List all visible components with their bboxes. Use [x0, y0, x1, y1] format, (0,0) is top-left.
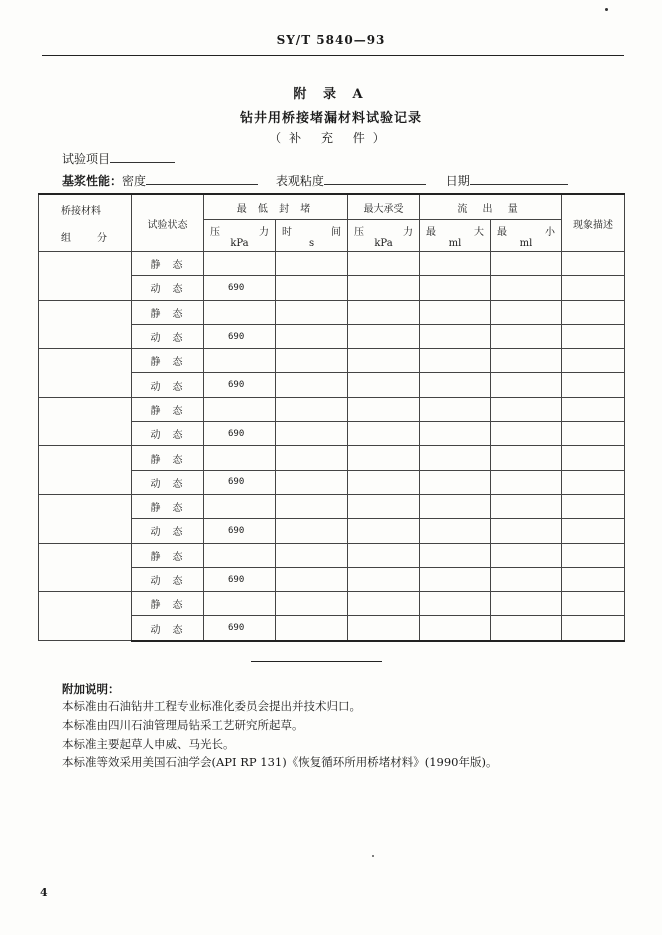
header-outflow-max-unit: ml [448, 237, 462, 249]
outflow-max-cell[interactable] [420, 470, 491, 494]
header-outflow-max [420, 220, 491, 252]
header-max-pressure-unit: kPa [374, 237, 393, 249]
header-material-line2 [61, 229, 131, 244]
phenomenon-cell[interactable] [562, 276, 625, 300]
header-max-pressure-ya: 压 [354, 226, 365, 238]
phenomenon-cell[interactable] [562, 543, 625, 567]
header-outflow-min-xiao: 小 [545, 226, 556, 238]
outflow-max-cell[interactable] [420, 276, 491, 300]
outflow-min-cell[interactable] [491, 276, 562, 300]
outflow-min-cell[interactable] [491, 324, 562, 348]
outflow-min-cell[interactable] [491, 252, 562, 276]
state-cell: 静态 [132, 494, 204, 518]
table-body [39, 252, 625, 641]
base-mud-field [62, 172, 568, 189]
outflow-min-cell[interactable] [491, 567, 562, 591]
state-cell: 动态 [132, 324, 204, 348]
outflow-min-cell[interactable] [491, 592, 562, 616]
phenomenon-cell[interactable] [562, 470, 625, 494]
header-max-pressure-label [348, 223, 419, 238]
seal-time-cell[interactable] [276, 252, 348, 276]
seal-time-cell[interactable] [276, 470, 348, 494]
header-material-zu: 组 [61, 233, 71, 244]
header-outflow-max-da: 大 [474, 226, 485, 238]
phenomenon-cell[interactable] [562, 422, 625, 446]
material-cell[interactable] [39, 494, 132, 543]
phenomenon-cell[interactable] [562, 324, 625, 348]
outflow-max-cell[interactable] [420, 519, 491, 543]
header-outflow-min-label [491, 223, 561, 238]
seal-pressure-cell[interactable] [204, 494, 276, 518]
seal-pressure-cell[interactable]: 690 [204, 422, 276, 446]
max-pressure-cell[interactable] [348, 567, 420, 591]
seal-pressure-cell[interactable]: 690 [204, 470, 276, 494]
header-phenomenon: 现象描述 [562, 194, 625, 252]
seal-time-cell[interactable] [276, 543, 348, 567]
outflow-min-cell[interactable] [491, 397, 562, 421]
max-pressure-cell[interactable] [348, 519, 420, 543]
state-cell: 静态 [132, 543, 204, 567]
state-cell: 静态 [132, 252, 204, 276]
max-pressure-cell[interactable] [348, 446, 420, 470]
seal-pressure-cell[interactable] [204, 592, 276, 616]
seal-pressure-cell[interactable]: 690 [204, 276, 276, 300]
outflow-max-cell[interactable] [420, 349, 491, 373]
viscosity-blank[interactable] [324, 174, 426, 185]
seal-time-cell[interactable] [276, 616, 348, 641]
header-outflow-min-unit: ml [519, 237, 533, 249]
density-label: 密度 [122, 174, 147, 188]
max-pressure-cell[interactable] [348, 349, 420, 373]
state-cell: 动态 [132, 616, 204, 641]
header-time-unit: s [308, 237, 315, 249]
state-cell: 静态 [132, 300, 204, 324]
phenomenon-cell[interactable] [562, 446, 625, 470]
phenomenon-cell[interactable] [562, 567, 625, 591]
seal-pressure-cell[interactable] [204, 349, 276, 373]
material-cell[interactable] [39, 446, 132, 495]
seal-time-cell[interactable] [276, 300, 348, 324]
outflow-max-cell[interactable] [420, 567, 491, 591]
state-cell: 动态 [132, 276, 204, 300]
material-cell[interactable] [39, 300, 132, 349]
header-pressure-unit: kPa [230, 237, 249, 249]
material-cell[interactable] [39, 252, 132, 301]
max-pressure-cell[interactable] [348, 543, 420, 567]
header-pressure-li: 力 [259, 226, 269, 238]
table-row [39, 494, 625, 518]
date-blank[interactable] [470, 174, 568, 185]
note-line-2: 本标准由四川石油管理局钻采工艺研究所起草。 [62, 718, 304, 732]
header-material [39, 194, 132, 252]
state-cell: 动态 [132, 567, 204, 591]
outflow-max-cell[interactable] [420, 494, 491, 518]
seal-time-cell[interactable] [276, 519, 348, 543]
apparent-viscosity-label: 表观粘度 [275, 174, 324, 188]
corner-mark [605, 8, 608, 11]
max-pressure-cell[interactable] [348, 397, 420, 421]
seal-pressure-cell[interactable] [204, 397, 276, 421]
table-row [39, 446, 625, 470]
standard-code: SY/T 5840—93 [276, 33, 386, 47]
state-cell: 动态 [132, 373, 204, 397]
header-time-jian: 间 [331, 226, 342, 238]
seal-pressure-cell[interactable] [204, 446, 276, 470]
material-cell[interactable] [39, 543, 132, 592]
outflow-min-cell[interactable] [491, 470, 562, 494]
outflow-min-cell[interactable] [491, 494, 562, 518]
phenomenon-cell[interactable] [562, 373, 625, 397]
outflow-min-cell[interactable] [491, 349, 562, 373]
seal-time-cell[interactable] [276, 567, 348, 591]
outflow-max-cell[interactable] [420, 446, 491, 470]
test-item-blank[interactable] [110, 152, 175, 163]
max-pressure-cell[interactable] [348, 592, 420, 616]
seal-pressure-cell[interactable] [204, 543, 276, 567]
header-pressure-ya: 压 [210, 226, 220, 238]
material-cell[interactable] [39, 592, 132, 641]
header-time [276, 220, 348, 252]
outflow-min-cell[interactable] [491, 519, 562, 543]
phenomenon-cell[interactable] [562, 300, 625, 324]
outflow-min-cell[interactable] [491, 616, 562, 641]
supplement-note: （补 充 件） [269, 131, 393, 145]
state-cell: 动态 [132, 422, 204, 446]
phenomenon-cell[interactable] [562, 494, 625, 518]
table-row [39, 252, 625, 276]
table-row [39, 397, 625, 421]
appendix-title: 附 录 A [293, 87, 369, 102]
phenomenon-cell[interactable] [562, 252, 625, 276]
outflow-min-cell[interactable] [491, 373, 562, 397]
max-pressure-cell[interactable] [348, 422, 420, 446]
header-outflow: 流 出 量 [420, 194, 562, 220]
density-blank[interactable] [146, 174, 258, 185]
header-time-shi: 时 [282, 226, 292, 238]
header-max-pressure-li: 力 [403, 226, 414, 238]
seal-time-cell[interactable] [276, 592, 348, 616]
state-cell: 动态 [132, 470, 204, 494]
material-cell[interactable] [39, 349, 132, 398]
table-row [39, 592, 625, 616]
header-outflow-min-zui: 最 [497, 226, 508, 238]
max-pressure-cell[interactable] [348, 373, 420, 397]
base-mud-label: 基浆性能： [62, 174, 123, 188]
seal-time-cell[interactable] [276, 324, 348, 348]
outflow-max-cell[interactable] [420, 543, 491, 567]
seal-pressure-cell[interactable]: 690 [204, 324, 276, 348]
max-pressure-cell[interactable] [348, 494, 420, 518]
outflow-min-cell[interactable] [491, 300, 562, 324]
phenomenon-cell[interactable] [562, 616, 625, 641]
header-time-label [276, 223, 347, 238]
phenomenon-cell[interactable] [562, 592, 625, 616]
seal-time-cell[interactable] [276, 397, 348, 421]
page-number: 4 [40, 886, 48, 899]
test-record-table [38, 193, 625, 642]
record-title: 钻井用桥接堵漏材料试验记录 [239, 111, 422, 126]
seal-pressure-cell[interactable]: 690 [204, 567, 276, 591]
outflow-max-cell[interactable] [420, 252, 491, 276]
notes-title: 附加说明： [62, 682, 120, 696]
note-line-3: 本标准主要起草人申威、马光长。 [62, 737, 235, 751]
state-cell: 静态 [132, 397, 204, 421]
test-item-label: 试验项目 [62, 152, 111, 166]
seal-time-cell[interactable] [276, 494, 348, 518]
header-min-seal: 最 低 封 堵 [204, 194, 348, 220]
max-pressure-cell[interactable] [348, 324, 420, 348]
separator-rule [251, 661, 382, 662]
state-cell: 静态 [132, 592, 204, 616]
max-pressure-cell[interactable] [348, 252, 420, 276]
max-pressure-cell[interactable] [348, 300, 420, 324]
note-line-1: 本标准由石油钻井工程专业标准化委员会提出并技术归口。 [62, 699, 361, 713]
material-cell[interactable] [39, 397, 132, 446]
phenomenon-cell[interactable] [562, 349, 625, 373]
header-pressure [204, 220, 276, 252]
seal-pressure-cell[interactable]: 690 [204, 373, 276, 397]
test-item-field [62, 150, 175, 167]
table-row [39, 300, 625, 324]
header-test-state: 试验状态 [132, 194, 204, 252]
header-material-line1: 桥接材料 [61, 206, 101, 217]
seal-pressure-cell[interactable] [204, 252, 276, 276]
outflow-min-cell[interactable] [491, 422, 562, 446]
max-pressure-cell[interactable] [348, 616, 420, 641]
header-material-fen: 分 [97, 233, 107, 244]
seal-time-cell[interactable] [276, 422, 348, 446]
seal-time-cell[interactable] [276, 276, 348, 300]
speck [372, 855, 374, 857]
seal-time-cell[interactable] [276, 446, 348, 470]
max-pressure-cell[interactable] [348, 470, 420, 494]
header-max-bearing: 最大承受 [348, 194, 420, 220]
seal-pressure-cell[interactable]: 690 [204, 616, 276, 641]
header-outflow-max-zui: 最 [426, 226, 437, 238]
seal-time-cell[interactable] [276, 373, 348, 397]
outflow-max-cell[interactable] [420, 300, 491, 324]
outflow-max-cell[interactable] [420, 422, 491, 446]
header-pressure-label [204, 223, 275, 238]
outflow-max-cell[interactable] [420, 592, 491, 616]
table-row [39, 349, 625, 373]
seal-pressure-cell[interactable] [204, 300, 276, 324]
outflow-max-cell[interactable] [420, 324, 491, 348]
outflow-max-cell[interactable] [420, 397, 491, 421]
header-rule [42, 55, 624, 56]
seal-time-cell[interactable] [276, 349, 348, 373]
state-cell: 静态 [132, 446, 204, 470]
phenomenon-cell[interactable] [562, 397, 625, 421]
state-cell: 动态 [132, 519, 204, 543]
table-row [39, 543, 625, 567]
state-cell: 静态 [132, 349, 204, 373]
seal-pressure-cell[interactable]: 690 [204, 519, 276, 543]
header-outflow-max-label [420, 223, 490, 238]
max-pressure-cell[interactable] [348, 276, 420, 300]
outflow-max-cell[interactable] [420, 616, 491, 641]
date-label: 日期 [445, 174, 470, 188]
header-max-pressure [348, 220, 420, 252]
note-line-4: 本标准等效采用美国石油学会(API RP 131)《恢复循环所用桥堵材料》(1990年版)。 [62, 755, 498, 769]
outflow-min-cell[interactable] [491, 543, 562, 567]
phenomenon-cell[interactable] [562, 519, 625, 543]
header-outflow-min [491, 220, 562, 252]
outflow-min-cell[interactable] [491, 446, 562, 470]
outflow-max-cell[interactable] [420, 373, 491, 397]
